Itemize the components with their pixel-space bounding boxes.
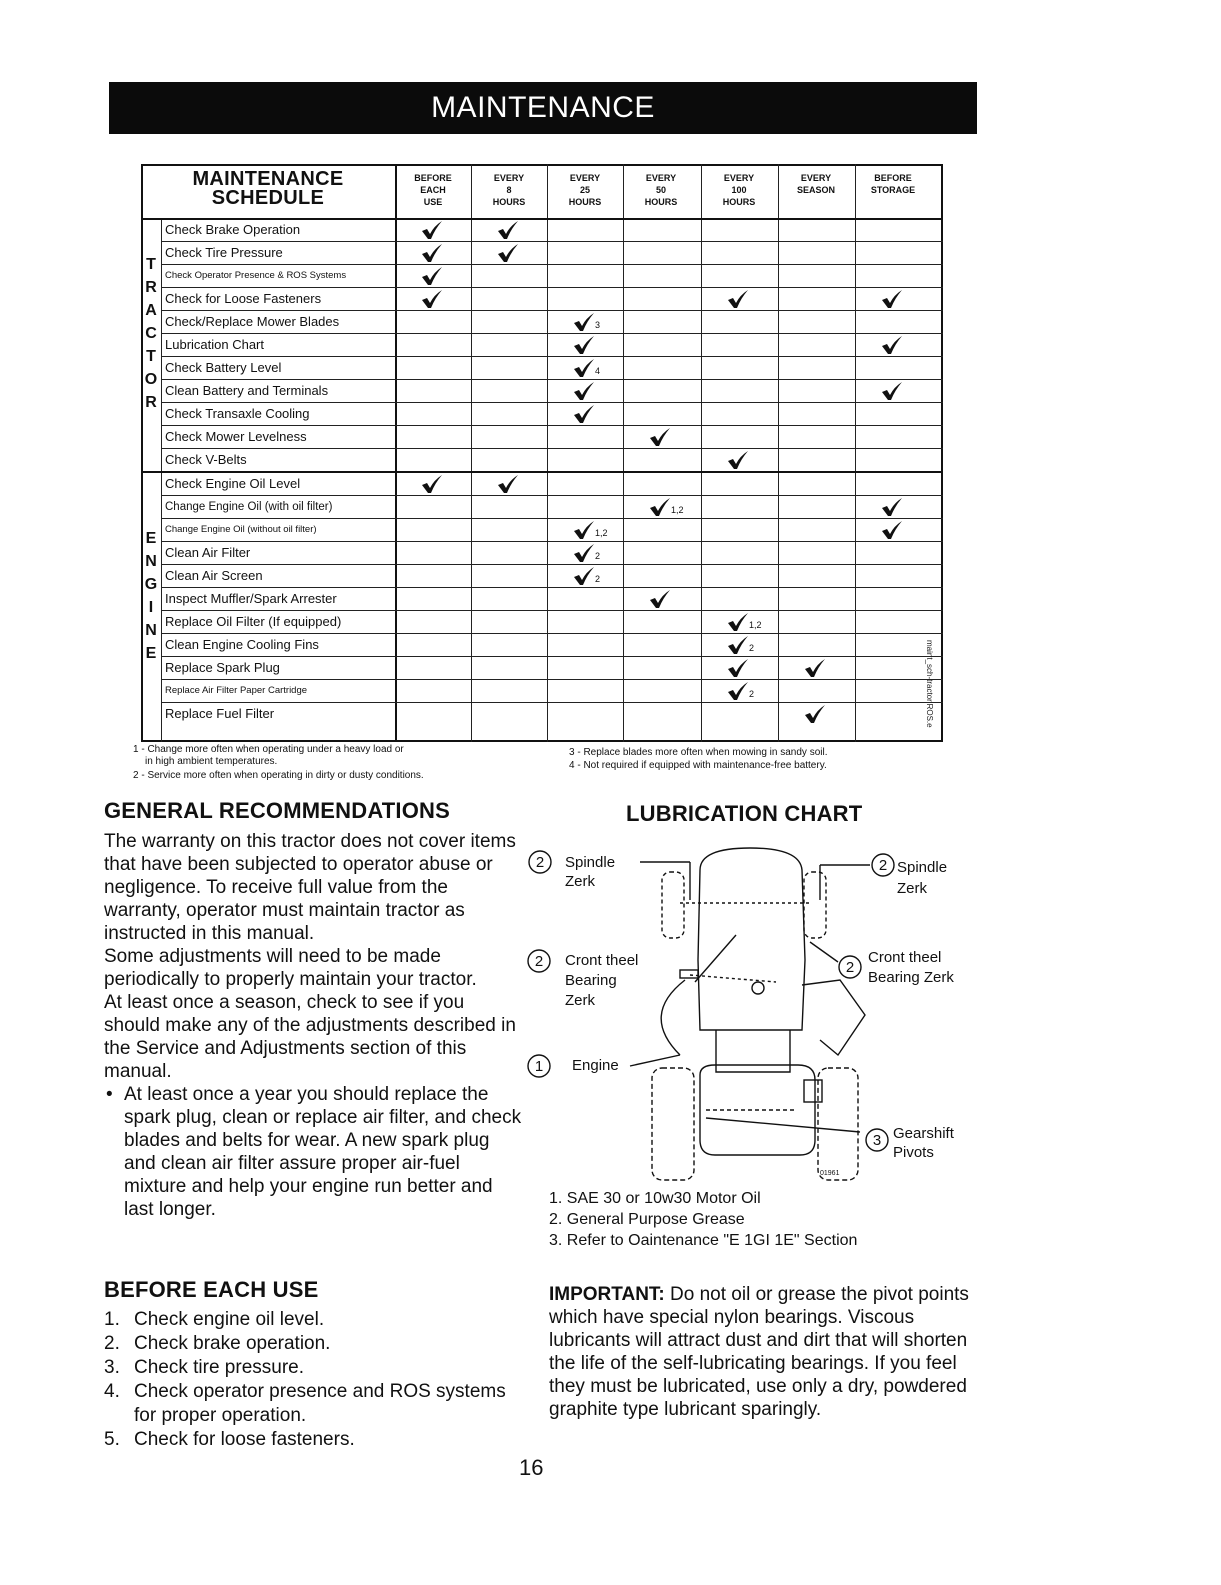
checkmark-icon: [555, 543, 615, 563]
list-item-number: 2.: [104, 1333, 120, 1354]
label-front-left-2: Bearing: [565, 972, 617, 989]
checkmark-icon: [479, 220, 539, 240]
row-divider: [161, 541, 943, 542]
task-label: Inspect Muffler/Spark Arrester: [165, 591, 337, 606]
checkmark-icon: [555, 358, 615, 378]
list-item: [104, 1308, 524, 1332]
footnote-1: 1 - Change more often when operating under a heavy load or: [133, 744, 404, 755]
checkmark-icon: [709, 658, 769, 678]
section-side-letter: C: [145, 325, 157, 342]
row-divider: [161, 679, 943, 680]
label-spindle-right: Spindle: [897, 859, 948, 876]
column-header: [778, 172, 854, 196]
label-front-right-2: Bearing Zerk: [868, 969, 954, 986]
task-label: Check Mower Levelness: [165, 429, 307, 444]
section-side-letter: O: [144, 371, 158, 388]
leader-engine: [630, 1055, 680, 1066]
before-use-heading: BEFORE EACH USE: [104, 1277, 319, 1302]
column-header: [623, 172, 699, 208]
lubrication-note-3: 3. Refer to Oaintenance "E 1GI 1E" Section: [549, 1232, 858, 1249]
badge-front-left-num: 2: [534, 953, 544, 970]
column-header: [471, 172, 547, 208]
column-header-line: 8: [506, 185, 512, 195]
section-side-letter: E: [145, 530, 157, 547]
checkmark-icon: [403, 474, 463, 494]
column-header-line: EVERY: [569, 173, 601, 183]
list-item-text: Check operator presence and ROS systems for proper operation.: [134, 1381, 506, 1426]
badge-spindle-right-num: 2: [878, 857, 888, 874]
section-side-letter: T: [146, 256, 156, 273]
badge-engine-num: 1: [534, 1058, 544, 1075]
checkmark-icon: [863, 335, 923, 355]
task-label: Replace Fuel Filter: [165, 706, 275, 721]
check-footnote-ref: 3: [595, 320, 601, 330]
checkmark-icon: [555, 335, 615, 355]
task-label: Check V-Belts: [165, 452, 247, 467]
checkmark-icon: [555, 404, 615, 424]
task-label: Replace Oil Filter (If equipped): [165, 614, 342, 629]
task-label: Check Operator Presence & ROS Systems: [165, 270, 347, 281]
list-item-text: Check brake operation.: [134, 1333, 331, 1354]
checkmark-icon: [555, 520, 615, 540]
list-item-text: Check tire pressure.: [134, 1357, 305, 1378]
label-spindle-left: Spindle: [565, 854, 616, 871]
engine-cap: [752, 982, 764, 994]
column-header-line: EVERY: [645, 173, 677, 183]
check-footnote-ref: 4: [595, 366, 601, 376]
label-gearshift-2: Pivots: [893, 1144, 934, 1161]
important-note: [549, 1283, 969, 1421]
mower-deck-arm: [802, 980, 865, 1055]
checkmark-icon: [403, 266, 463, 286]
column-header-line: EVERY: [800, 173, 832, 183]
row-divider: [161, 287, 943, 288]
side-label-divider: [161, 218, 162, 742]
side-code: maint_sch-tractor.ROS.e: [925, 640, 934, 728]
column-header: [547, 172, 623, 208]
rear-wheel-right: [818, 1068, 858, 1180]
check-footnote-ref: 1,2: [671, 505, 684, 515]
tie-rod: [690, 975, 776, 982]
checkmark-icon: [403, 243, 463, 263]
gearshift-lever: [706, 1118, 860, 1132]
section-side-letter: R: [145, 394, 157, 411]
front-bearing-block: [680, 970, 698, 978]
section-side-letter: T: [146, 348, 156, 365]
task-label: Check Tire Pressure: [165, 245, 283, 260]
row-divider: [161, 610, 943, 611]
task-label: Clean Engine Cooling Fins: [165, 637, 319, 652]
task-label: Check/Replace Mower Blades: [165, 314, 340, 329]
checkmark-icon: [555, 312, 615, 332]
footnote-2: 2 - Service more often when operating in dirty or dusty conditions.: [133, 770, 424, 781]
column-header-line: STORAGE: [870, 185, 916, 195]
check-footnote-ref: 1,2: [749, 620, 762, 630]
general-paragraph-3: At least once a season, check to see if you should make any of the adjustments described in the Service and Adjustments section of this manual.: [104, 992, 516, 1082]
section-side-letter: A: [145, 302, 157, 319]
section-divider: [141, 471, 943, 473]
label-front-right: Cront theel: [868, 949, 942, 966]
column-header-line: USE: [423, 197, 443, 207]
column-header-line: EVERY: [493, 173, 525, 183]
column-header-line: EVERY: [723, 173, 755, 183]
task-label: Check Engine Oil Level: [165, 476, 301, 491]
task-label: Check Transaxle Cooling: [165, 406, 310, 421]
task-label: Check Battery Level: [165, 360, 282, 375]
column-header-line: HOURS: [492, 197, 526, 207]
list-item-text: Check engine oil level.: [134, 1309, 325, 1330]
task-label: Replace Air Filter Paper Cartridge: [165, 685, 308, 696]
tractor-hood: [698, 848, 805, 1030]
column-header-line: BEFORE: [874, 173, 912, 183]
checkmark-icon: [786, 658, 846, 678]
before-use-list: [104, 1308, 524, 1452]
list-item: [104, 1332, 524, 1356]
column-header: [855, 172, 931, 196]
checkmark-icon: [631, 589, 691, 609]
checkmark-icon: [709, 450, 769, 470]
checkmark-icon: [863, 289, 923, 309]
badge-gearshift-num: 3: [872, 1132, 882, 1149]
general-bullet: [104, 1083, 524, 1221]
check-footnote-ref: 2: [749, 643, 755, 653]
list-item-number: 4.: [104, 1381, 120, 1402]
checkmark-icon: [479, 243, 539, 263]
column-header: [395, 172, 471, 208]
leader-front-right: [810, 942, 838, 962]
column-header-line: HOURS: [568, 197, 602, 207]
label-front-left: Cront theel: [565, 952, 639, 969]
row-divider: [161, 633, 943, 634]
page-number: 16: [519, 1455, 544, 1480]
column-header-line: 50: [655, 185, 666, 195]
row-divider: [161, 448, 943, 449]
section-side-letter: I: [148, 599, 154, 616]
list-item: [104, 1428, 524, 1452]
row-divider: [161, 310, 943, 311]
important-text: Do not oil or grease the pivot points which have special nylon bearings. Viscous lubricants will attract dust and dirt that will shorten the life of the self-lubricating bearings. If you feel they must be lubricated, use only a dry, powdered graphite type lubricant sparingly.: [549, 1284, 969, 1420]
task-label: Change Engine Oil (with oil filter): [165, 501, 333, 513]
general-paragraph-2: Some adjustments will need to be made periodically to properly maintain your tractor.: [104, 946, 477, 990]
row-divider: [161, 425, 943, 426]
footnote-4: 4 - Not required if equipped with maintenance-free battery.: [569, 760, 827, 771]
section-side-letter: N: [145, 553, 157, 570]
general-heading: GENERAL RECOMMENDATIONS: [104, 798, 451, 823]
task-label: Change Engine Oil (without oil filter): [165, 524, 317, 535]
list-item: [104, 1356, 524, 1380]
checkmark-icon: [863, 520, 923, 540]
checkmark-icon: [403, 289, 463, 309]
bullet-dot-icon: •: [106, 1084, 113, 1105]
checkmark-icon: [709, 289, 769, 309]
checkmark-icon: [863, 381, 923, 401]
general-bullet-text: At least once a year you should replace the spark plug, clean or replace air filter, and check blades and belts for wear. A new spark plug and clean air filter assure proper air-fuel mixture and help your engine run better and last longer.: [124, 1084, 522, 1220]
task-label: Clean Air Screen: [165, 568, 263, 583]
steering-rod: [695, 935, 736, 982]
row-divider: [161, 241, 943, 242]
row-divider: [161, 356, 943, 357]
schedule-title-line1: MAINTENANCE: [192, 168, 344, 190]
lubrication-heading: LUBRICATION CHART: [626, 801, 863, 826]
badge-front-right-num: 2: [845, 959, 855, 976]
section-side-letter: N: [145, 622, 157, 639]
section-side-letter: E: [145, 645, 157, 662]
check-footnote-ref: 1,2: [595, 528, 608, 538]
lubrication-notes: [549, 1188, 857, 1251]
header-divider: [141, 218, 943, 220]
column-header-line: 100: [731, 185, 747, 195]
list-item-text: Check for loose fasteners.: [134, 1429, 355, 1450]
checkmark-icon: [631, 427, 691, 447]
maintenance-schedule-table: [141, 164, 943, 742]
figure-code: 01961: [820, 1170, 840, 1177]
row-divider: [161, 564, 943, 565]
checkmark-icon: [786, 704, 846, 724]
column-header-line: BEFORE: [414, 173, 452, 183]
check-footnote-ref: 2: [595, 574, 601, 584]
section-side-letter: R: [145, 279, 157, 296]
general-text: [104, 830, 524, 1221]
column-header-line: HOURS: [644, 197, 678, 207]
checkmark-icon: [709, 681, 769, 701]
schedule-title-line2: SCHEDULE: [211, 187, 325, 209]
footnote-1-cont: in high ambient temperatures.: [145, 756, 278, 767]
task-label: Check for Loose Fasteners: [165, 291, 322, 306]
page-banner: MAINTENANCE: [109, 82, 977, 134]
badge-spindle-left-num: 2: [535, 854, 545, 871]
column-header-line: EACH: [420, 185, 446, 195]
check-footnote-ref: 2: [749, 689, 755, 699]
footnote-3: 3 - Replace blades more often when mowing in sandy soil.: [569, 747, 828, 758]
checkmark-icon: [863, 497, 923, 517]
row-divider: [161, 333, 943, 334]
task-label: Clean Air Filter: [165, 545, 251, 560]
front-wheel-left: [662, 872, 684, 938]
list-item: [104, 1380, 524, 1428]
list-item-number: 1.: [104, 1309, 120, 1330]
label-gearshift: Gearshift: [893, 1125, 954, 1142]
checkmark-icon: [709, 612, 769, 632]
task-label: Lubrication Chart: [165, 337, 264, 352]
lubrication-note-2: 2. General Purpose Grease: [549, 1211, 745, 1228]
rear-wheel-left: [652, 1068, 694, 1180]
checkmark-icon: [631, 497, 691, 517]
row-divider: [161, 402, 943, 403]
checkmark-icon: [555, 566, 615, 586]
row-divider: [161, 518, 943, 519]
column-header-line: SEASON: [796, 185, 835, 195]
column-header-line: HOURS: [722, 197, 756, 207]
checkmark-icon: [709, 635, 769, 655]
task-label: Clean Battery and Terminals: [165, 383, 329, 398]
task-label: Replace Spark Plug: [165, 660, 280, 675]
task-label: Check Brake Operation: [165, 222, 301, 237]
gearshift-pivot: [804, 1080, 822, 1102]
checkmark-icon: [403, 220, 463, 240]
label-front-left-3: Zerk: [565, 992, 595, 1009]
column-header-line: 25: [579, 185, 590, 195]
important-label: IMPORTANT:: [549, 1284, 665, 1305]
list-item-number: 3.: [104, 1357, 120, 1378]
checkmark-icon: [479, 474, 539, 494]
row-divider: [161, 587, 943, 588]
label-spindle-right-2: Zerk: [897, 880, 927, 897]
lubrication-note-1: 1. SAE 30 or 10w30 Motor Oil: [549, 1190, 761, 1207]
list-item-number: 5.: [104, 1429, 120, 1450]
check-footnote-ref: 2: [595, 551, 601, 561]
row-divider: [161, 656, 943, 657]
label-spindle-left-2: Zerk: [565, 873, 595, 890]
label-engine: Engine: [572, 1057, 619, 1074]
engine-curve: [661, 980, 685, 1055]
row-divider: [161, 495, 943, 496]
column-header: [701, 172, 777, 208]
checkmark-icon: [555, 381, 615, 401]
general-paragraph-1: The warranty on this tractor does not cover items that have been subjected to operator abuse or negligence. To receive full value from the warranty, operator must maintain tractor as instructed in this manual.: [104, 831, 516, 944]
row-divider: [161, 264, 943, 265]
row-divider: [161, 379, 943, 380]
row-divider: [161, 702, 943, 703]
schedule-title: [143, 170, 393, 208]
front-wheel-right: [804, 872, 826, 938]
section-side-letter: G: [144, 576, 158, 593]
